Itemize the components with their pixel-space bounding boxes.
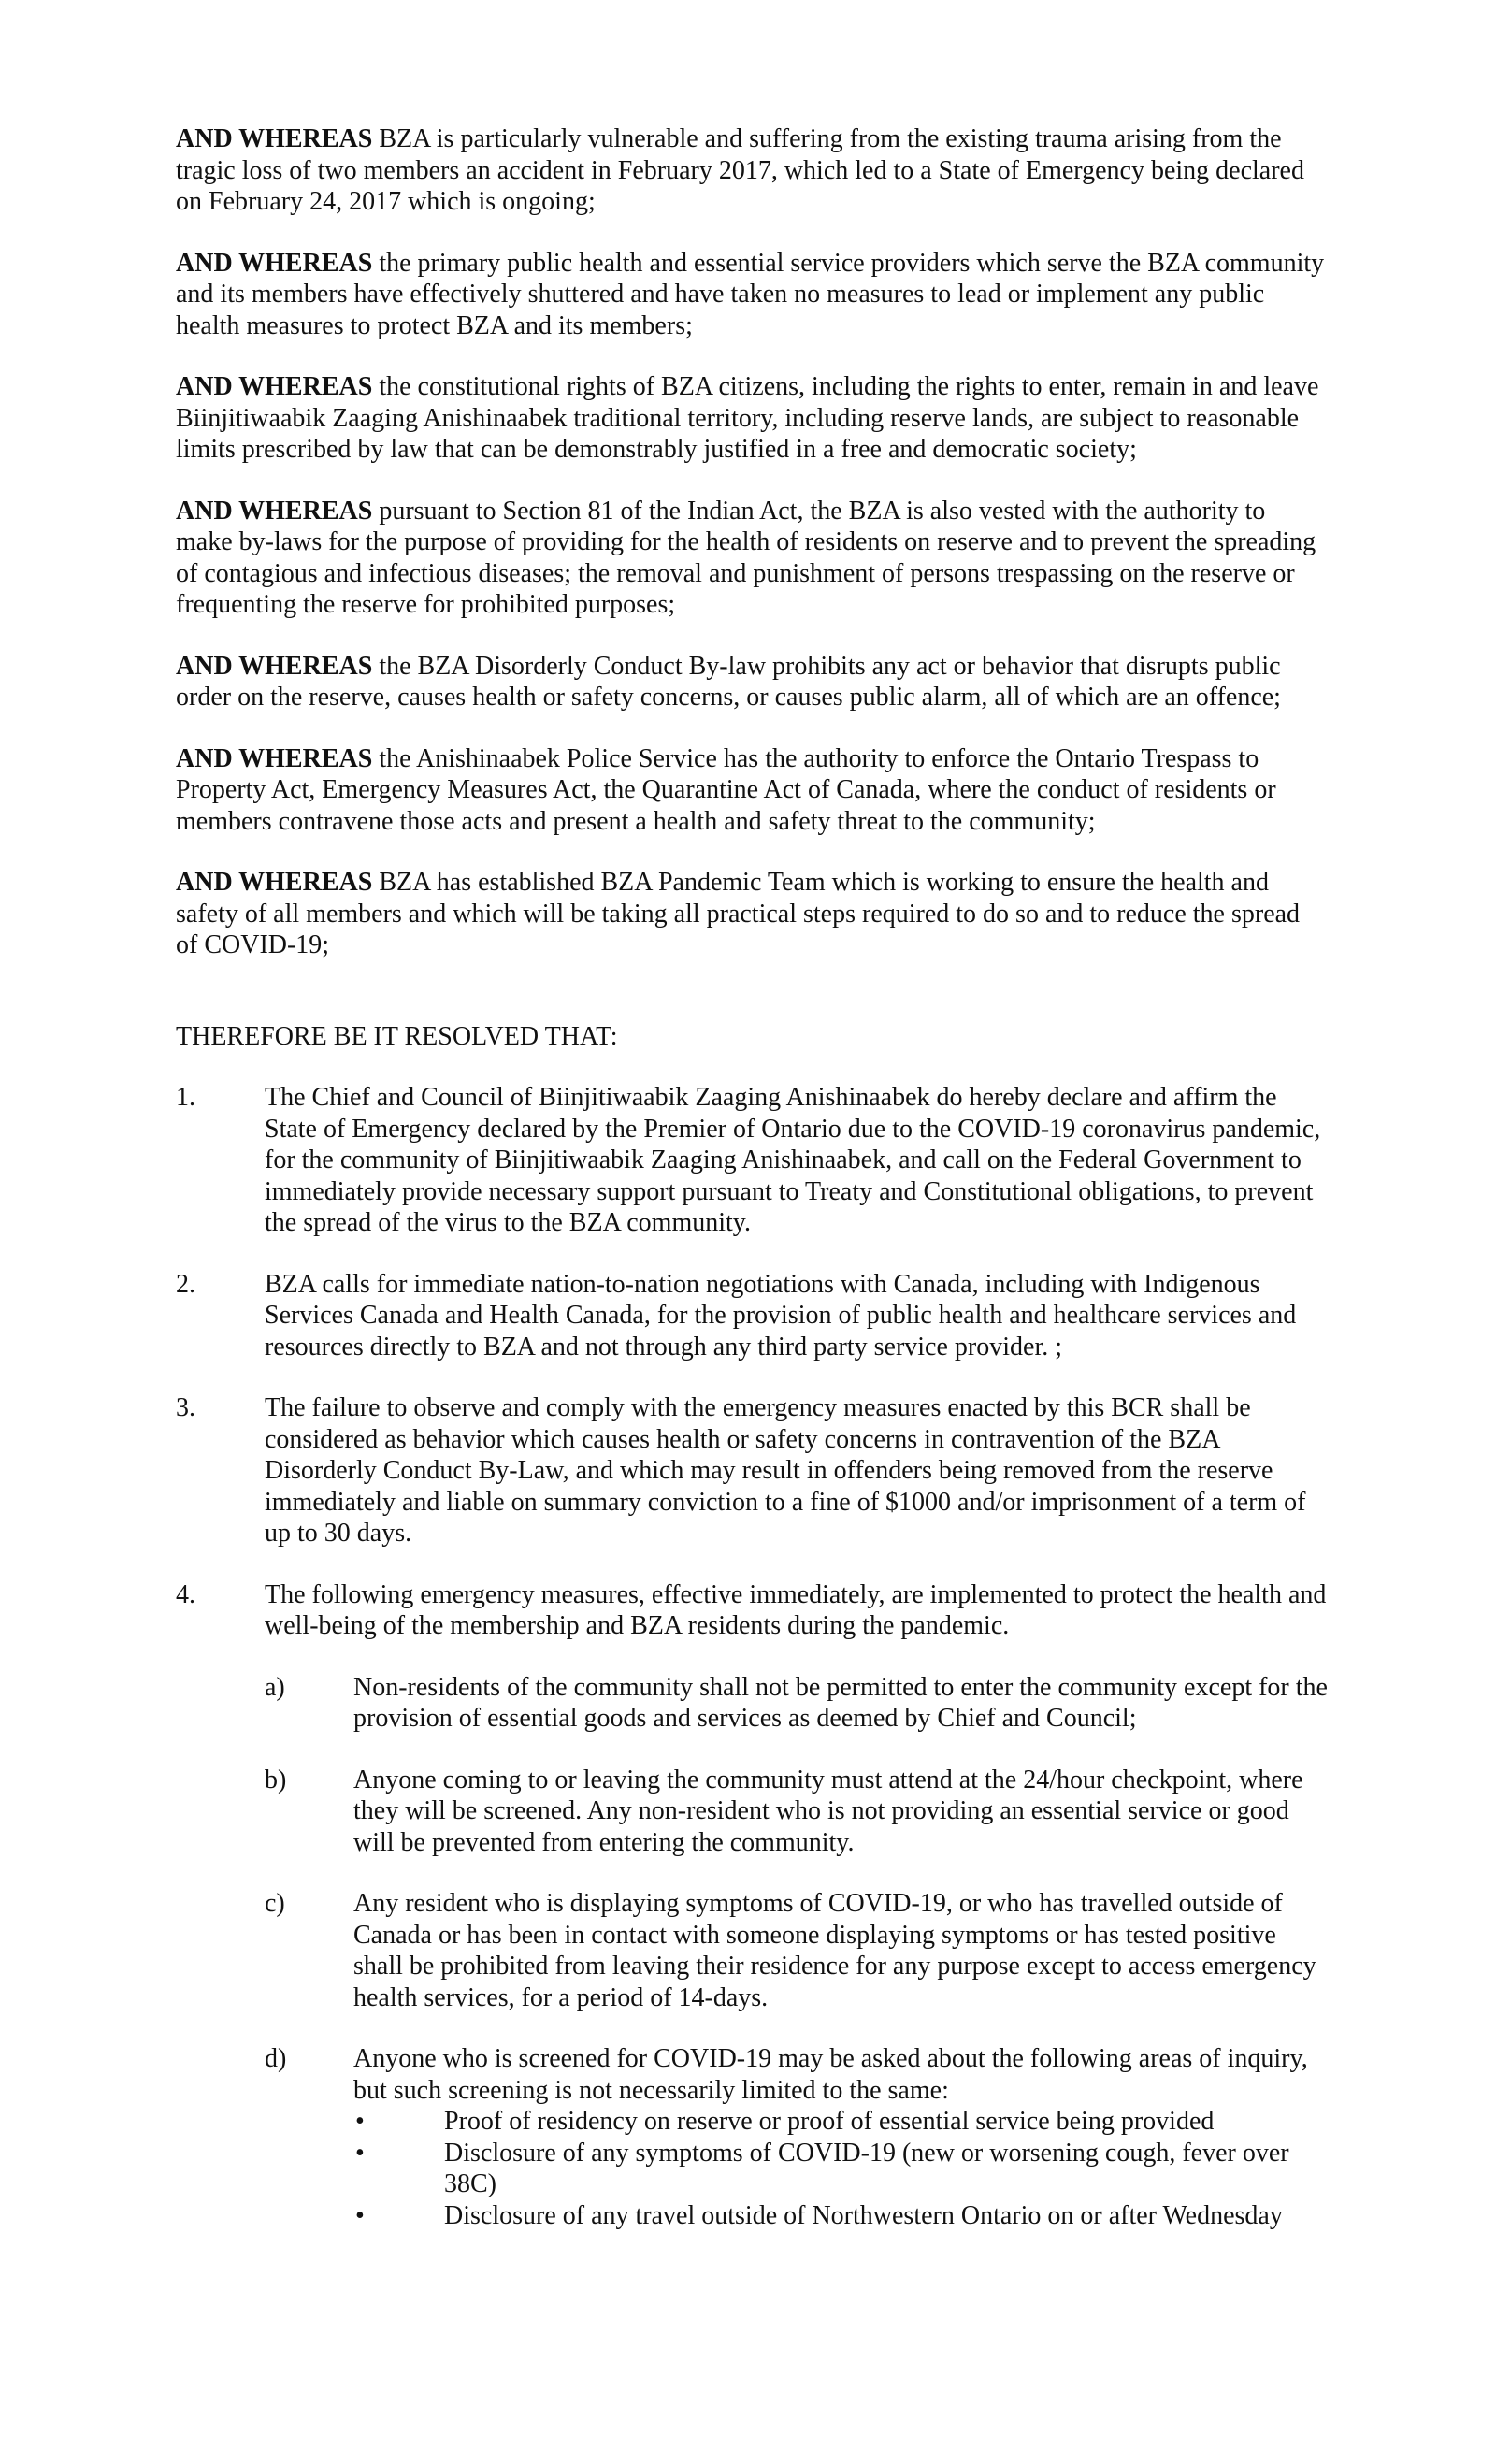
resolution-text: The Chief and Council of Biinjitiwaabik Zaaging Anishinaabek do hereby declare and affirm the State of Emergency declared by the Premier of Ontario due to the COVID-19 coronavirus pandemic, for the community of Biinjitiwaabik Zaaging Anishinaabek, and call on the Federal Government to immediately provide necessary support pursuant to Treaty and Constitutional obligations, to prevent the spread of the virus to the BZA community. (265, 1083, 1321, 1237)
whereas-label: AND WHEREAS (176, 868, 373, 897)
whereas-clause (176, 743, 1328, 838)
whereas-clause (176, 248, 1328, 342)
resolution-text: The following emergency measures, effective immediately, are implemented to protect the health and well-being of the membership and BZA residents during the pandemic. (265, 1579, 1327, 1640)
whereas-clause (176, 651, 1328, 713)
bullet-icon: • (355, 2107, 365, 2136)
resolution-text: The failure to observe and comply with the emergency measures enacted by this BCR shall be considered as behavior which causes health or safety concerns in contravention of the BZA Disorderly Conduct By-Law, and which may result in offenders being removed from the reserve immediately and liable on summary conviction to a fine of $1000 and/or imprisonment of a term of up to 30 days. (265, 1393, 1306, 1548)
whereas-text: the primary public health and essential service providers which serve the BZA community and its members have effectively shuttered and have taken no measures to lead or implement any public health measures to protect BZA and its members; (176, 248, 1325, 340)
whereas-text: the constitutional rights of BZA citizens, including the rights to enter, remain in and leave Biinjitiwaabik Zaaging Anishinaabek traditional territory, including reserve lands, are subject to reasonable limits prescribed by law that can be demonstrably justified in a free and democratic society; (176, 372, 1319, 464)
measure-text: Non-residents of the community shall not be permitted to enter the community except for the provision of essential goods and services as deemed by Chief and Council; (353, 1672, 1328, 1733)
resolution-number: 4. (176, 1579, 195, 1609)
measure-text: Anyone who is screened for COVID-19 may be asked about the following areas of inquiry, but such screening is not necessarily limited to the same: (353, 2044, 1308, 2105)
whereas-text: the Anishinaabek Police Service has the authority to enforce the Ontario Trespass to Property Act, Emergency Measures Act, the Quarantine Act of Canada, where the conduct of residents or members contravene those acts and present a health and safety threat to the community; (176, 743, 1276, 836)
measure-item (265, 1672, 1328, 1735)
bullet-item (353, 2200, 1328, 2232)
whereas-clause (176, 867, 1328, 961)
whereas-label: AND WHEREAS (176, 372, 373, 401)
whereas-text: BZA is particularly vulnerable and suffering from the existing trauma arising from the tragic loss of two members an accident in February 2017, which led to a State of Emergency being declared on February 24, 2017 which is ongoing; (176, 124, 1304, 216)
measure-body (353, 2043, 1328, 2231)
bullet-item (353, 2106, 1328, 2138)
whereas-text: BZA has established BZA Pandemic Team which is working to ensure the health and safety of all members and which will be taking all practical steps required to do so and to reduce the spread of COVID-19; (176, 868, 1301, 959)
resolution-text: BZA calls for immediate nation-to-nation negotiations with Canada, including with Indigenous Services Canada and Health Canada, for the provision of public health and healthcare services and resources directly to BZA and not through any third party service provider. ; (265, 1269, 1297, 1362)
whereas-label: AND WHEREAS (176, 496, 373, 526)
whereas-label: AND WHEREAS (176, 743, 373, 773)
whereas-clause (176, 371, 1328, 466)
whereas-label: AND WHEREAS (176, 248, 373, 278)
bullet-text: Disclosure of any symptoms of COVID-19 (new or worsening cough, fever over 38C) (444, 2138, 1289, 2198)
resolution-number: 1. (176, 1083, 195, 1112)
resolution-body (265, 1579, 1328, 2262)
emergency-measures-list (265, 1672, 1328, 2232)
resolved-heading: THEREFORE BE IT RESOLVED THAT: (176, 1021, 618, 1051)
measure-text: Any resident who is displaying symptoms of COVID-19, or who has travelled outside of Canada or has been in contact with someone displaying symptoms or has tested positive shall be prohibited from leaving their residence for any purpose except to access emergency health services, for a period of 14-days. (353, 1889, 1316, 2012)
resolution-item (176, 1579, 1328, 2262)
whereas-label: AND WHEREAS (176, 124, 373, 153)
resolution-item (176, 1082, 1328, 1239)
resolution-item (176, 1392, 1328, 1549)
measure-letter: d) (265, 2044, 287, 2073)
measure-letter: b) (265, 1765, 287, 1794)
resolution-number: 3. (176, 1393, 195, 1422)
bullet-icon: • (355, 2138, 365, 2168)
measure-item (265, 1888, 1328, 2013)
resolution-number: 2. (176, 1269, 195, 1299)
bullet-icon: • (355, 2200, 365, 2230)
measure-item (265, 1765, 1328, 1859)
whereas-label: AND WHEREAS (176, 651, 373, 681)
measure-text: Anyone coming to or leaving the community must attend at the 24/hour checkpoint, where they will be screened. Any non-resident who is not providing an essential service or good will be prevented from entering the community. (353, 1765, 1303, 1857)
resolution-item (176, 1269, 1328, 1363)
bullet-text: Disclosure of any travel outside of Northwestern Ontario on or after Wednesday (444, 2200, 1283, 2230)
document-page (176, 123, 1328, 2291)
screening-bullet-list (353, 2106, 1328, 2231)
whereas-clause (176, 123, 1328, 218)
bullet-item (353, 2138, 1328, 2200)
whereas-text: pursuant to Section 81 of the Indian Act, the BZA is also vested with the authority to make by-laws for the purpose of providing for the health of residents on reserve and to prevent the spreading of contagious and infectious diseases; the removal and punishment of persons trespassing on the reserve or frequenting the reserve for prohibited purposes; (176, 496, 1316, 619)
whereas-clause (176, 496, 1328, 621)
bullet-text: Proof of residency on reserve or proof of essential service being provided (444, 2107, 1215, 2136)
measure-letter: c) (265, 1889, 285, 1918)
whereas-text: the BZA Disorderly Conduct By-law prohibits any act or behavior that disrupts public order on the reserve, causes health or safety concerns, or causes public alarm, all of which are an offence; (176, 651, 1281, 712)
measure-letter: a) (265, 1672, 285, 1702)
measure-item (265, 2043, 1328, 2231)
